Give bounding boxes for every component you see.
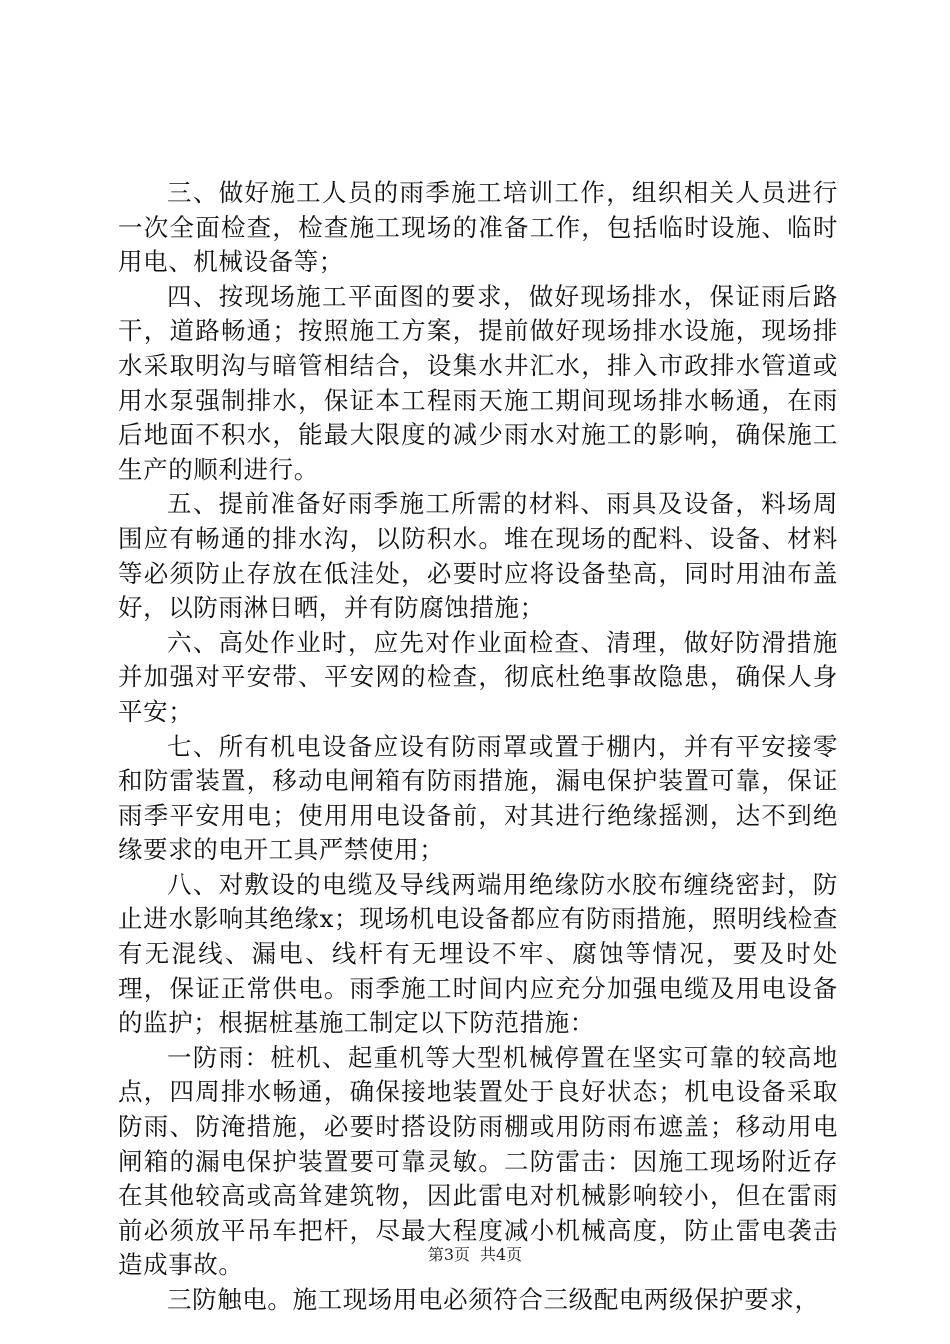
paragraph-6: 六、高处作业时，应先对作业面检查、清理，做好防滑措施并加强对平安带、平安网的检查，彻底杜绝事故隐患，确保人身平安； xyxy=(118,627,838,726)
page-number: 第3页 xyxy=(427,1245,470,1264)
document-body xyxy=(118,176,838,1318)
paragraph-electric-shock: 三防触电。施工现场用电必须符合三级配电两级保护要求， xyxy=(167,1285,820,1314)
paragraph-4: 四、按现场施工平面图的要求，做好现场排水，保证雨后路干，道路畅通；按照施工方案，提前做好现场排水设施，现场排水采取明沟与暗管相结合，设集水井汇水，排入市政排水管道或用水泵强制排水，保证本工程雨天施工期间现场排水畅通，在雨后地面不积水，能最大限度的减少雨水对施工的影响，确保施工生产的顺利进行。 xyxy=(118,281,838,484)
page-footer xyxy=(0,1244,950,1266)
paragraph-7: 七、所有机电设备应设有防雨罩或置于棚内，并有平安接零和防雷装置，移动电闸箱有防雨措施，漏电保护装置可靠，保证雨季平安用电；使用用电设备前，对其进行绝缘摇测，达不到绝缘要求的电开工具严禁使用； xyxy=(118,731,838,865)
paragraph-rain-prevention: 一防雨：桩机、起重机等大型机械停置在坚实可靠的较高地点，四周排水畅通，确保接地装置处于良好状态；机电设备采取防雨、防淹措施，必要时搭设防雨棚或用防雨布遮盖；移动用电闸箱的漏电保护装置要可靠灵敏。二防雷击：因施工现场附近存在其他较高或高耸建筑物，因此雷电对机械影响较小，但在雷雨前必须放平吊车把杆，尽最大程度减小机械高度，防止雷电袭击造成事故。 xyxy=(118,1042,838,1280)
page-total: 共4页 xyxy=(480,1245,523,1264)
paragraph-3: 三、做好施工人员的雨季施工培训工作，组织相关人员进行一次全面检查，检查施工现场的准备工作，包括临时设施、临时用电、机械设备等； xyxy=(118,178,838,277)
paragraph-8: 八、对敷设的电缆及导线两端用绝缘防水胶布缠绕密封，防止进水影响其绝缘x；现场机电设备都应有防雨措施，照明线检查有无混线、漏电、线杆有无埋设不牢、腐蚀等情况，要及时处理，保证正常供电。雨季施工时间内应充分加强电缆及用电设备的监护；根据桩基施工制定以下防范措施： xyxy=(118,869,838,1038)
paragraph-5: 五、提前准备好雨季施工所需的材料、雨具及设备，料场周围应有畅通的排水沟，以防积水。堆在现场的配料、设备、材料等必须防止存放在低洼处，必要时应将设备垫高，同时用油布盖好，以防雨淋日晒，并有防腐蚀措施； xyxy=(118,489,838,623)
